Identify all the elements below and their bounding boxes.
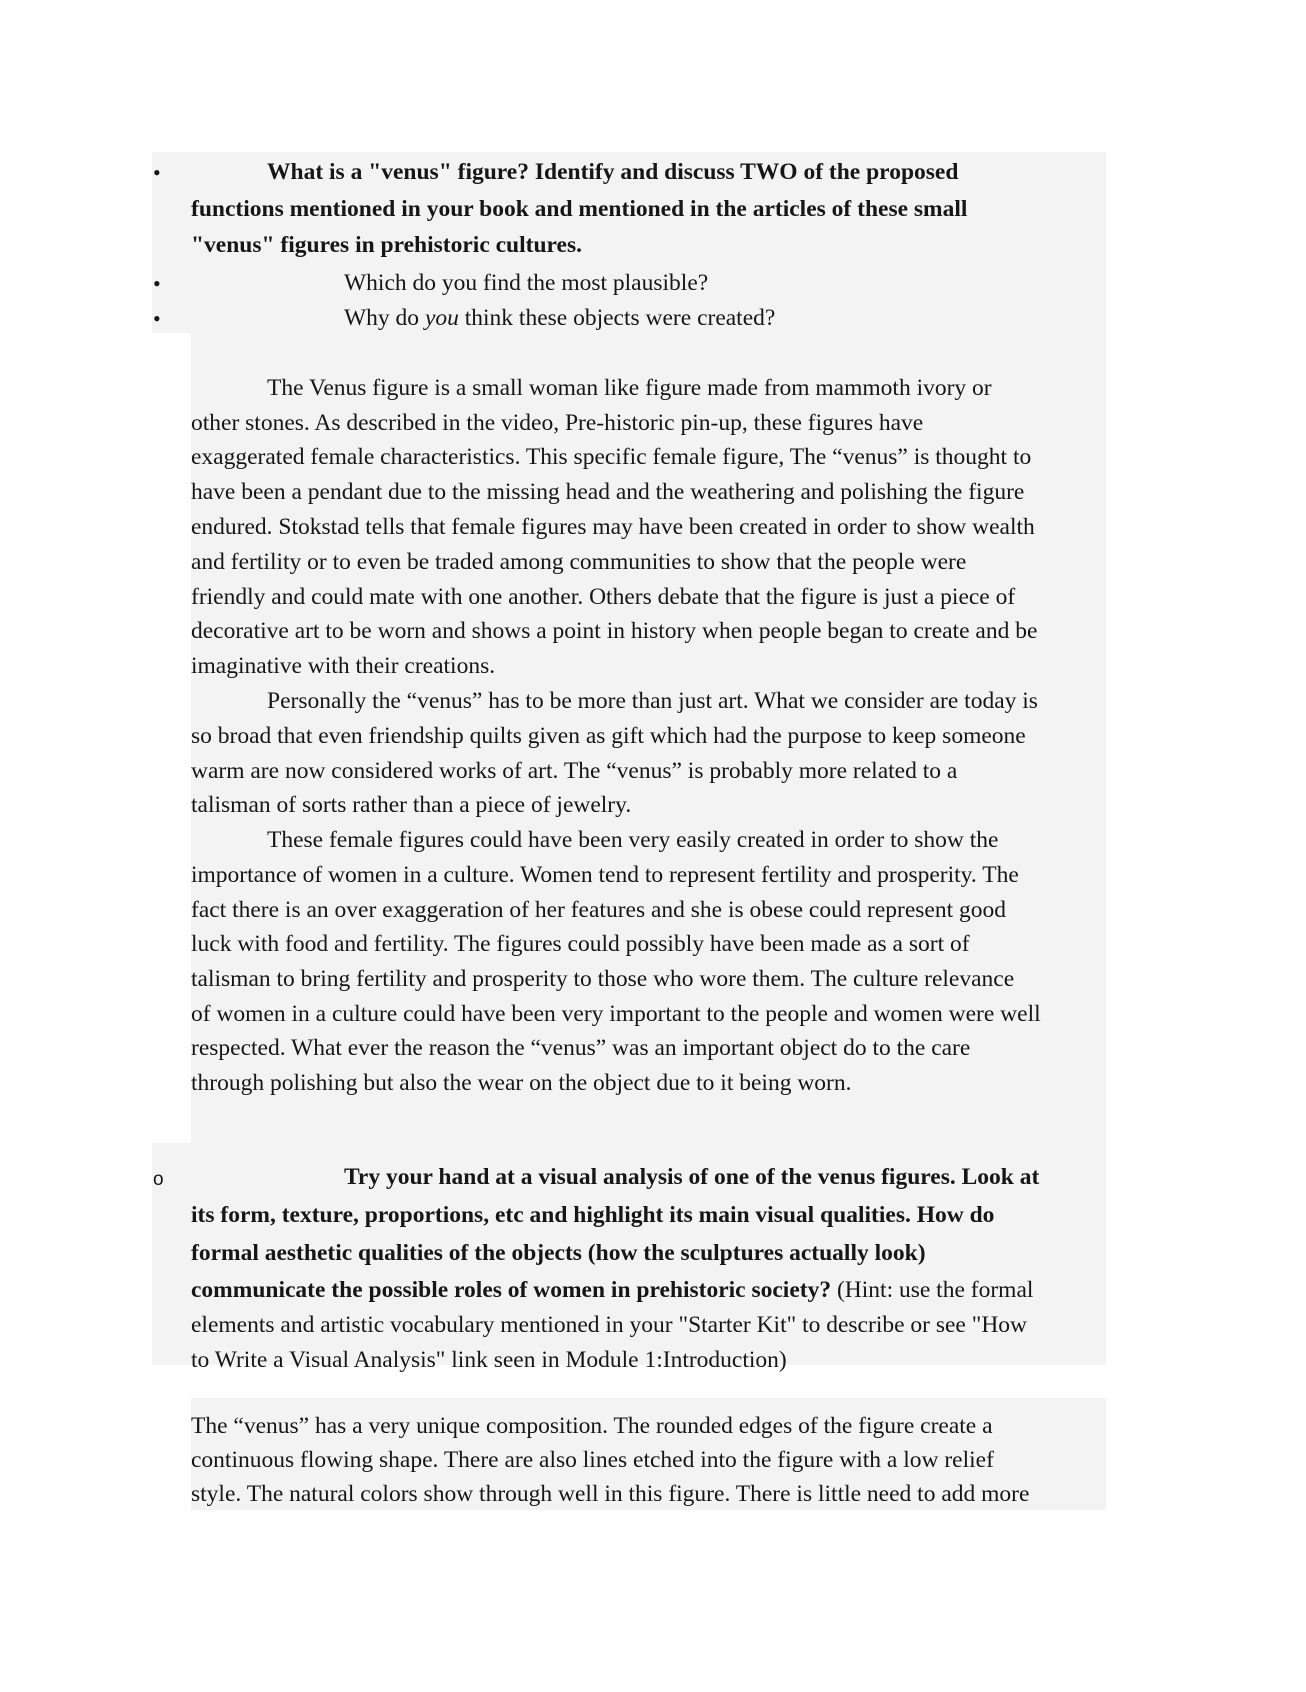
answer-1-paragraph-1-line: have been a pendant due to the missing head and the weathering and polishing the figure: [191, 479, 1025, 505]
question-2-bold-end: communicate the possible roles of women in prehistoric society?: [191, 1277, 832, 1303]
sub-question-why-end: think these objects were created?: [458, 305, 776, 331]
question-2-line: Try your hand at a visual analysis of one of the venus figures. Look at: [344, 1164, 1040, 1190]
emphasis-you: you: [424, 305, 459, 331]
answer-1-paragraph-3-line: luck with food and fertility. The figures could possibly have been made as a sort of: [191, 931, 970, 957]
answer-1-paragraph-3-line: fact there is an over exaggeration of her features and she is obese could represent good: [191, 897, 1006, 923]
answer-2-line: The “venus” has a very unique composition. The rounded edges of the figure create a: [191, 1413, 993, 1439]
question-2-line: its form, texture, proportions, etc and highlight its main visual qualities. How do: [191, 1202, 995, 1228]
answer-1-paragraph-2-line: Personally the “venus” has to be more than just art. What we consider are today is: [267, 688, 1038, 714]
answer-1-paragraph-2-line: talisman of sorts rather than a piece of jewelry.: [191, 792, 632, 818]
answer-1-paragraph-1-line: friendly and could mate with one another. Others debate that the figure is just a piece of: [191, 584, 1016, 610]
answer-1-paragraph-1-line: decorative art to be worn and shows a point in history when people began to create and be: [191, 618, 1038, 644]
question-2-hint-start: (Hint: use the formal: [831, 1277, 1034, 1303]
question-1-line: functions mentioned in your book and mentioned in the articles of these small: [191, 196, 968, 222]
sub-question-why-start: Why do: [344, 305, 425, 331]
question-2-hint-line: elements and artistic vocabulary mentioned in your "Starter Kit" to describe or see "How: [191, 1312, 1028, 1338]
answer-1-paragraph-1-line: imaginative with their creations.: [191, 653, 496, 679]
answer-1-paragraph-1-line: other stones. As described in the video, Pre-historic pin-up, these figures have: [191, 410, 924, 436]
sub-bullet: •: [153, 271, 161, 296]
circle-bullet: o: [153, 1169, 164, 1190]
answer-1-paragraph-3-line: through polishing but also the wear on the object due to it being worn.: [191, 1070, 852, 1096]
sub-bullet: •: [153, 306, 161, 331]
question-2-hint-line: to Write a Visual Analysis" link seen in Module 1:Introduction): [191, 1347, 787, 1373]
answer-1-paragraph-1-line: The Venus figure is a small woman like figure made from mammoth ivory or: [267, 375, 992, 401]
question-2-line: [191, 1273, 1033, 1307]
question-1-line: What is a "venus" figure? Identify and discuss TWO of the proposed: [267, 159, 959, 185]
answer-1-paragraph-3-line: of women in a culture could have been very important to the people and women were well: [191, 1001, 1041, 1027]
answer-1-paragraph-3-line: talisman to bring fertility and prosperity to those who wore them. The culture relevance: [191, 966, 1015, 992]
answer-1-paragraph-1-line: endured. Stokstad tells that female figures may have been created in order to show wealth: [191, 514, 1035, 540]
sub-question-plausible: Which do you find the most plausible?: [344, 270, 709, 296]
sub-question-why: [344, 301, 775, 335]
answer-1-paragraph-2-line: so broad that even friendship quilts given as gift which had the purpose to keep someone: [191, 723, 1026, 749]
question-1-line: "venus" figures in prehistoric cultures.: [191, 232, 583, 258]
answer-1-paragraph-3-line: These female figures could have been very easily created in order to show the: [267, 827, 999, 853]
answer-1-paragraph-1-line: and fertility or to even be traded among communities to show that the people were: [191, 549, 967, 575]
answer-1-paragraph-2-line: warm are now considered works of art. The “venus” is probably more related to a: [191, 758, 958, 784]
answer-1-paragraph-3-line: respected. What ever the reason the “venus” was an important object do to the care: [191, 1035, 971, 1061]
question-2-line: formal aesthetic qualities of the objects (how the sculptures actually look): [191, 1240, 926, 1266]
answer-2-line: style. The natural colors show through well in this figure. There is little need to add more: [191, 1481, 1030, 1507]
answer-2-line: continuous flowing shape. There are also lines etched into the figure with a low relief: [191, 1447, 994, 1473]
answer-1-paragraph-1-line: exaggerated female characteristics. This specific female figure, The “venus” is thought to: [191, 444, 1032, 470]
answer-1-paragraph-3-line: importance of women in a culture. Women tend to represent fertility and prosperity. The: [191, 862, 1019, 888]
bullet: •: [153, 160, 161, 185]
